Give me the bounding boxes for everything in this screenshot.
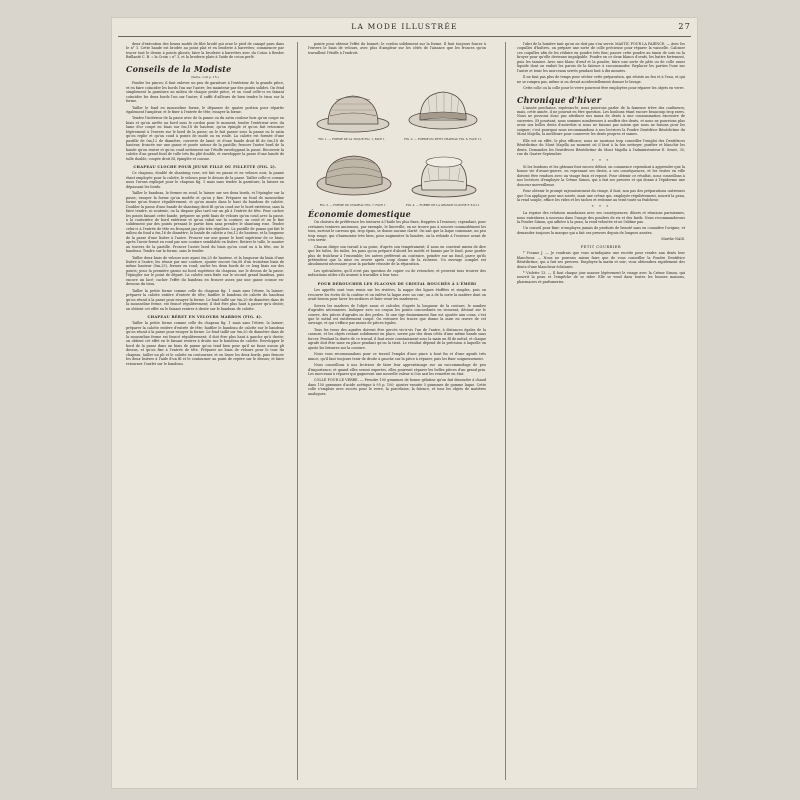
hat-figures (308, 80, 486, 220)
paragraph: * Violette 13. — Il faut chaque jour masser légèrement le visage avec la Crème Simon, qui nourrit la peau et l'empêche de se rider. Elle se vend dans toutes les bonnes maisons, pharmacies et parfumeries. (517, 271, 685, 284)
section-title-conseils: Conseils de la Modiste (126, 63, 232, 74)
subheading: CHAPEAU BÉRET EN VELOURS MARRON (FIG. 4). (147, 315, 263, 320)
figure-caption: FIG. 1. — FORME DE LA TOQUE FIG. 1, FACE 1. (318, 137, 386, 141)
paragraph: Tailler deux biais de velours noir ayant 0m,25 de hauteur, et la longueur du biais d'une lisière à l'autre; les réunir par une couture, ajouter encore 0m,08 d'un troisième biais de même hauteur (0m,25), fermer en rond; ourler les deux bords de ce long biais sur des points; pour la première garnir au bord supérieur du chapeau, sur le dessus de la passe, l'épingler sur le point de départ. La calotte sera fixée sur le second grand bandeau, puis encore un lacé; cacher l'effet du bandeau en froncer assez par une ganse cousue en-dessous du tissu. (126, 255, 284, 287)
paragraph: COLLE POUR LE VERRE. — Prendre 100 grammes de bonne gélatine qu'on fait dissoudre à chaud dans 150 grammes d'acide acétique à 95 p. 100; ajouter ensuite 5 grammes de gomme laque. Cette colle s'emploie avec succès pour le verre, la porcelaine, la faïence, et tous les objets de matières analogues. (308, 378, 486, 396)
page-number: 27 (678, 22, 691, 31)
subheading: POUR DÉBOUCHER LES FLACONS DE CRISTAL BOUCHÉS À L'ÉMERI (317, 281, 477, 286)
paragraph: deux d'exécution des beaux motifs de filet brodé qui orne le pied de canapé paru dans le n° 1. Cette bande est brodée au point plat et en broderie à barrettes; commencer par tracer tout le dessin à points glissés; faire la broderie à barrettes avec du Coton à Broder Brillanté C. B. « la Croix » n° 3, et la broderie plate à l'aide de coton perlé. (126, 42, 284, 60)
header-rule (118, 36, 691, 37)
paragraph: l'abri de la lumière tant qu'on ne doit pas s'en servir. MASTIC POUR LA FAÏENCE. — Avec les coquilles d'huîtres, on prépare une sorte de colle précieuse pour réparer la vaisselle. Calciner ces coquilles afin de les réduire en poudre très fine; passer cette poudre au tamis de soie ou la broyer pour qu'elle devienne impalpable. Poudre en ce deux blancs d'œufs, les battre fortement, puis les tamiser. Avec une blanc d'œuf et la poudre, faire une sorte de pâte ou de colle assez liquide dont on enduit les parois de la faïence à raccommoder. Replacer les parties l'une sur l'autre et tenir les morceaux serrés pendant huit à dix minutes. (517, 42, 685, 73)
paragraph: Chacun dirige son travail à sa guise, d'après son tempérament; il nous en convient mieux de dire que les toiles, les tuiles, les pans qu'on préparé d'abord les motifs et bannis par le fond, pour garder plus de fraîcheur à l'ensemble; les autres préfèrent au contraire, peindre sur un fond, parce qu'ils prétendent que la mise en œuvre après coup donne de la richesse. Un ouvrage complet est absolument nécessaire pour la parfaite réussite de la réparation. (308, 244, 486, 267)
section-stars: * * * (591, 203, 611, 209)
magazine-title: LA MODE ILLUSTRÉE (351, 22, 458, 31)
paragraph: Tailler le bandeau, le fermer en rond, le laisser sur ses deux bords, et l'épingler sur la passe; essayer la forme qu'on modèle et qu'on y fixe. Préparer un fond de mousseline forme qu'on fronce régulièrement, et qu'on monte dans le haut du bandeau de calotte. Doubler la passe d'une bande de shantung droit fil qu'on coud sur le bord extérieur, sans la faire tendre, ni soutenir; on la dispose plus tard sur un pli à l'entrée de tête. Pour cacher les points faisant cette bande, préparer un petit biais de velours qu'on coud avec la passe, à la couturière de bord extérieur et qu'on rabat sur la couture; on coud et on le fixe solidement par des points prenant le partie bien sans prendre le shantung rose. Tendre celui-ci à l'entrée de tête en fronçant par plis très réguliers. La pastille de panne qui fait le milieu du fond a 0m,16 de diamètre; la bande de calotte a 0m,12 de hauteur, et la longueur de la passe d'une lisière à l'autre. Froncer sur une ganse le bord supérieur de ce biais; après l'avoir fermé en rond par une couture semblable en lisière. Retirer le tulle, le monter au travers de la pastille. Froncer l'autre bord du biais qu'on coud ou à la tête, sur le bandeau. Tendre sur la forme, sans le tendre. (126, 191, 284, 254)
paragraph: pointe pour obtenir l'effet du bonnet; le cordon solidement sur la forme. Il faut toujours foncer à l'envers le biais de velours, avec plus d'ampleur sur les côtés de l'aisance que les fronces qu'on travaillent l'étoffe à l'endroit. (308, 42, 486, 55)
subheading: CHAPEAU CLOCHE POUR JEUNE FILLE OU FILLETTE (FIG. 2). (133, 164, 277, 169)
hat-illustration-4 (404, 150, 484, 202)
hat-illustration-3 (314, 150, 394, 202)
paragraph: Tailler la petite forme comme celle du chapeau fig. 1 mais sans l'étirer, la laisser; préparer la calotte entière d'entrée de tête; faufiler le bandeau de calotte sur le bandeau qu'on réunit à la passe pour essayer la forme. Le fond taillé sur 0m,20 de diamètre dans de la mousseline ferme est froncé régulièrement; il doit être plus haut à gauche qu'à droite; on obtient cet effet en le faisant rentrer à droite sur le bandeau de calotte. Envelopper le bord de la passe dans un biais de panne qu'on tend bien pour qu'il ne fasse aucun pli dessus, et qu'on fixe à l'entrée de tête. Préparer un biais de velours pour le tour du chapeau, tailler un pli et le calotte en contourner, et en lisser les deux bords, puis froncer les deux lisières à l'aide d'un fil et le contourner au point de repère sur le dessus; et faire retourner l'ourlet sur le bandeau. (126, 321, 284, 366)
paragraph: Tous les trous des agrafes doivent être percés vis-à-vis l'un de l'autre, à distances égales de la cassure, et les objets restant solidement en place, serrer par des deux côtés d'une même bande sans forcer. Pendant la durée de ce travail, il faut avoir constamment sous la main un fil de métal, et chaque agrafe doit être mise en place pendant qu'on la tient. Le résultat dépend de la précision à laquelle on ajuste les brisures sur la couture. (308, 327, 486, 350)
section-title-economie: Économie domestique (308, 209, 411, 220)
section-subtitle: (Suite, voir p. 15.) (191, 74, 219, 79)
column-divider (505, 42, 506, 780)
figure-caption: FIG. 2. — FORME DU PETIT CHAPEAU FIG. 6, FACE 11. (404, 137, 482, 141)
author-signature: Marthe NAIS. (661, 237, 685, 242)
paragraph: Ce chapeau, doublé de shantung rose, est fait en panne et en velours noir, la panne étant employée pour la calotte, le velours pour le dessus de la passe. Tailler celle-ci comme nous l'avons expliqué pour le chapeau fig. 1 mais sans tendre la garniture, la laisser en dépassant les bords. (126, 171, 284, 189)
hat-illustration-1 (314, 86, 392, 136)
paragraph: Tailler la petite forme comme celle du chapeau fig. 1 mais sans l'étirer, la laisser; préparer la calotte entière d'entrée de tête; faufiler le bandeau de calotte du bandeau qu'on réunit à la passe pour essayer la forme. Le fond taillé sur 0m,20 de diamètre dans de la mousseline ferme, est froncé régulièrement; il doit être plus haut à passer qu'à droite; on obtient cet effet en le faisant rentrer à droite sur le bandeau de calotte. (126, 288, 284, 311)
magazine-page (112, 18, 697, 788)
paragraph: Les apprêts sont tous remis sur les rivières, la nappe des lignes étoffées et simples, puis on recouvre les écrits de la couleur et on enlève la laque avec un cuir; on a de la sorte la matière dont on avait besoin pour laver les surfaces et faire venir les marbrures. (308, 288, 486, 302)
paragraph: Nous conseillons à nos lectrices de faire leur apprentissage sur un raccommodage de peu d'importance; et quand elles seront expertes, elles pourront réparer les belles pièces d'un grand prix. Les morceaux à réparer qui gagneront une nouvelle valeur si l'on sait les remettre en état. (308, 363, 486, 376)
paragraph: Elle est en effet, le plus efficace; nous ne saurions trop conseiller l'emploi des Dentifrices Bénédictine du Mont Majella au moment où il faut à la fois nettoyer, purifier et blanchir les dents. Demandez les Dentifrices Bénédictine du Mont Majella à l'administrateur E. Senet, 35, rue du Quatre-Septembre. (517, 138, 685, 157)
paragraph: Tailler le fond en mousseline forme, le dépasser de quatre portion pour répartir également l'ampleur, et le fixer à l'entrée de tête; essayer la forme. (126, 105, 284, 114)
figure-caption: FIG. 3. — FORME DU CHAPEAU FIG. 7, FACE 1. (319, 203, 387, 207)
paragraph: * Yvonne J. — Je voudrais que vous m'indiquiez une recette pour rendre aux dents leur blancheur. — Nous ne pouvons mieux faire que de vous conseiller la Poudre Dentifrice Bénédictine, qui a fait ses preuves. Employez-la matin et soir; vous obtiendrez rapidement des dents d'une blancheur éclatante. (517, 251, 685, 269)
paragraph: Nous vous recommandons pour ce travail l'emploi d'une pince à bout fin et d'une agrafe très mince, qu'il faut toujours tenir de droite à gauche sur la pièce à réparer, puis les fixer soigneusement. (308, 352, 486, 361)
hat-illustration-2 (404, 84, 482, 136)
page-header (112, 22, 697, 36)
paragraph: On choisira de préférence les tentures à l'huile les plus fines, frappées à l'essence; cependant, pour certaines tentures anciennes, par exemple, le linceville, on ne trouve pas à soucier commodément les tons, surtout le carreau qui, trop épais, se donne aucune clarté. On sait que la laque commune, un peu trop rouge, qui s'harmonise très bien; pour augmenter la lumière, on la refonde à l'essence avant de s'en servir. (308, 220, 486, 243)
section-title-chronique: Chronique d'hiver (517, 94, 602, 105)
figure-caption: FIG. 4. — FORME DE LA GRANDE CLOCHE F. 6-8-11. (405, 203, 481, 207)
paragraph: Fondre les pinces; il faut enlever un peu de garniture à l'extérieur de la grande pièce, et en faire coïncider les bords l'un sur l'autre; les maintenir par des points solides. On fend simplement la garniture au milieu de chaque petite pièce, et on coud celle-ci en faisant coïncider les deux bords l'un sur l'autre; il suffit d'ailleurs de bien tendre le tissu sur la forme. (126, 81, 284, 104)
paragraph: Un conseil pour finir: n'employez jamais de produits de beauté sans en connaître l'origine, et demandez toujours la marque qui a fait ses preuves depuis de longues années. (517, 226, 685, 235)
paragraph: Pour obtenir le prompt rajeunissement du visage, il faut, non pas des préparations onéreuses que l'on applique pour une soirée, mais une crème qui, employée régulièrement, nourrit la peau, la rend souple, efface les rides et les taches et redonne au teint toute sa fraîcheur. (517, 189, 685, 203)
paragraph: La reprise des relations mondaines avec ses conséquences, dîners et réunions parisiennes, nous entraînera à nouveau dans l'usage des poudres de riz et des fards. Nous recommanderons la Poudre Simon, qui adhère à la peau, la rend veloutée et ne l'abîme pas. (517, 211, 685, 224)
paragraph: Serrez les marbres de l'objet aussi et calculer, d'après la longueur de la couture, le nombre d'agrafes nécessaires. Indiquer avec un crayon les points concordants en trouvant, décimé sur le couvre, des pièces d'agrafes ou des perles. Si une tige éminemment fine est ajoutée aux coins, c'est que le métal est entièrement coupé. On retrouve les traces que donne la mise en œuvre de cet ouvrage, et qui s'efface par moins de pièces égales. (308, 303, 486, 326)
section-stars: * * * (591, 157, 611, 163)
petit-courrier-heading: PETIT COURRIER (580, 244, 622, 249)
paragraph: Il ne faut pas plus de temps pour sécher cette préparation, qui résiste au feu et à l'eau, et qui ne se rompra pas, même si on devait accidentellement donner le lavage. (517, 75, 685, 84)
paragraph: Tendre l'intérieur de la passe avec de la panne ou du satin couleur bois qu'on coupe en biais et qu'on arrête au bord sous le cordon pour le moment; tendre l'extérieur avec du lame d'or coupé en biais sur 0m,18 de hauteur, qu'on épingle et qu'on fait retourner légèrement à l'envers sur le bord de la passe; on le fait passer sous la panne ou le satin qu'on replie et qu'on coud à points de mode ou en roulé. La calotte est formée d'une pastille de 0m,12 de diamètre, couverte de lamé, et d'une bande droit fil de 0m,18 de hauteur, froncée sur une ganse et posée autour de la pastille; froncer l'autre bord de la bande qu'on rentre et qu'on coud nettement sur l'étoffe enveloppant la passe. Recouvrir la calotte d'un grand fond de tulle très fin plié double, et envelopper la passe d'une bande de tulle double, coupée droit fil, épinglée et cousue. (126, 116, 284, 161)
paragraph: Les spécialistes, qu'il n'est pas question de copier ou de retoucher, et peuvent tous trouver des indications utiles s'ils avaient à travailler à leur tour. (308, 268, 486, 278)
paragraph: L'année prochaine, espérons-le, nous pourrons parler de la fameuse trêve des confiseurs; mais, cette année, il ne pouvait en être question. Les bonbons étant encore beaucoup trop rares. Nous ne pouvons donc pas attribuer nos maux de dents à une consommation excessive de sucreries. Et pourtant, nous sommes nombreuses à souffrir des dents, et nous ne pourrions plus avoir nos belles dents d'autrefois si nous ne faisons pas mieux que nous ne faisons pour les soigner; c'est pourquoi nous recommandons à nos lectrices la Poudre Dentifrice Bénédictine du Mont Majella, la meilleure pour conserver les dents propres et saines. (517, 105, 685, 137)
column-divider (297, 42, 298, 780)
column-left (126, 42, 284, 780)
paragraph: Cette colle ou la colle pour le verre pourront être employées pour réparer les objets en verre. (523, 86, 685, 91)
column-right (517, 42, 685, 780)
paragraph: Si les bonbons et les gâteaux font encore défaut, on commence cependant à apprendre que la bonne vie d'avant-guerre, en reprenant ses droits, a ses conséquences, et les visites en ville doivent être rendues avec un visage frais et reposé. Pour obtenir ce résultat, nous conseillons à nos lectrices d'employer la Crème Simon, qui a fait ses preuves et qui donne à l'épiderme une douceur merveilleuse. (517, 164, 685, 187)
